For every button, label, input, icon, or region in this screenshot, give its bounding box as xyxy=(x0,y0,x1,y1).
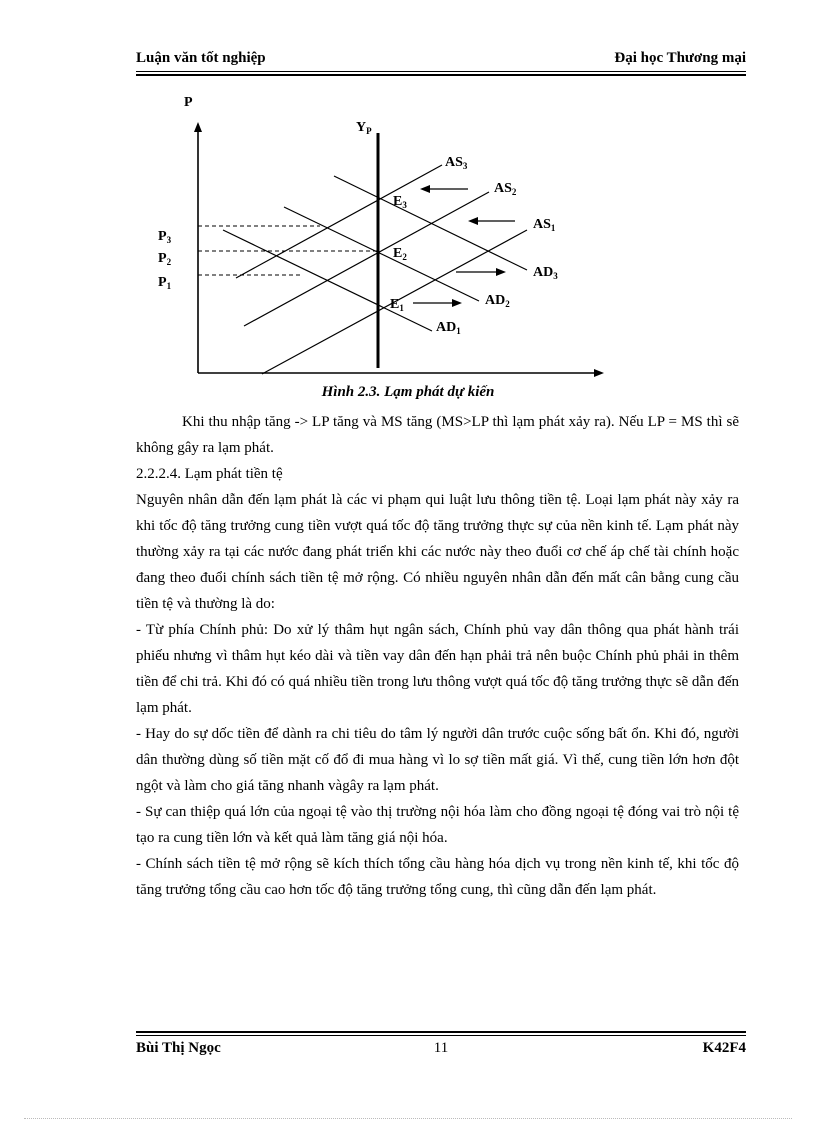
page-edge-dotted xyxy=(24,1118,792,1119)
yp-label: $Y_P$ xyxy=(356,120,372,136)
equilibrium-label-e2: $E_2$ xyxy=(393,246,407,262)
curve-label-ad2: $AD_2$ xyxy=(485,293,510,309)
figure-caption: Hình 2.3. Lạm phát dự kiến xyxy=(321,384,495,400)
curve-label-ad3: $AD_3$ xyxy=(533,265,558,281)
ad2-curve xyxy=(284,207,479,301)
y-axis-arrow xyxy=(194,122,202,132)
equilibrium-label-e1: $E_1$ xyxy=(390,297,404,313)
paragraph-foreign-currency: - Sự can thiệp quá lớn của ngoại tệ vào thị trường nội hóa làm cho đồng ngoại tệ đóng vai trò nội tệ tạo ra cung tiền lớn và kết quả làm tăng giá nội hóa. xyxy=(136,804,739,846)
price-label-p1: $P_1$ xyxy=(158,275,172,291)
footer-rule xyxy=(136,1035,746,1036)
x-axis-arrow xyxy=(594,369,604,377)
footer-rule-thick xyxy=(136,1031,746,1033)
as3-curve xyxy=(236,165,442,278)
curve-label-ad1: $AD_1$ xyxy=(436,320,461,336)
curve-label-as1: $AS_1$ xyxy=(533,217,556,233)
curve-label-as3: $AS_3$ xyxy=(445,155,468,171)
curve-label-as2: $AS_2$ xyxy=(494,181,517,197)
header-thesis-title: Luận văn tốt nghiệp xyxy=(136,50,266,66)
page-number: 11 xyxy=(433,1040,449,1056)
section-heading: 2.2.2.4. Lạm phát tiền tệ xyxy=(136,466,283,482)
price-label-p2: $P_2$ xyxy=(158,251,172,267)
paragraph-hoarding: - Hay do sự dốc tiền để dành ra chi tiêu do tâm lý người dân trước cuộc sống bất ổn. Khi đó, người dân thường dùng số tiền mặt cố đổ đi mua hàng vì lo sợ tiền mất giá. Vì thế, cung tiền lớn hơn đột ngột và làm cho giá tăng nhanh vàgây ra lạm phát. xyxy=(136,726,739,794)
footer-class-code: K42F4 xyxy=(702,1040,746,1056)
header-university: Đại học Thương mại xyxy=(614,50,746,66)
footer-author: Bùi Thị Ngọc xyxy=(136,1040,221,1056)
equilibrium-label-e3: $E_3$ xyxy=(393,194,407,210)
paragraph-intro: Khi thu nhập tăng -> LP tăng và MS tăng (MS>LP thì lạm phát xảy ra). Nếu LP = MS thì sẽ không gây ra lạm phát. xyxy=(136,414,739,456)
price-label-p3: $P_3$ xyxy=(158,229,172,245)
page-footer xyxy=(136,1040,746,1062)
y-axis-label: P xyxy=(184,95,193,110)
inflation-diagram xyxy=(0,0,816,410)
paragraph-government: - Từ phía Chính phủ: Do xử lý thâm hụt ngân sách, Chính phủ vay dân thông qua phát hành trái phiếu nhưng vì thâm hụt kéo dài và tiền vay dân đến hạn phải trả nên buộc Chính phủ phải in thêm tiền để chi trả. Khi đó có quá nhiều tiền trong lưu thông vượt quá tốc độ tăng trưởng thực sẽ dẫn đến lạm phát. xyxy=(136,622,739,716)
paragraph-causes: Nguyên nhân dẫn đến lạm phát là các vi phạm qui luật lưu thông tiền tệ. Loại lạm phát này xảy ra khi tốc độ tăng trưởng cung tiền vượt quá tốc độ tăng trưởng thực sự của nền kinh tế. Lạm phát này thường xảy ra tại các nước đang phát triển khi các nước này theo đuổi cơ chế áp chế tài chính hoặc đang theo đuổi chính sách tiền tệ mở rộng. Có nhiều nguyên nhân dẫn đến mất cân bằng cung cầu tiền tệ và thường là do: xyxy=(136,492,739,612)
paragraph-monetary-policy: - Chính sách tiền tệ mở rộng sẽ kích thích tổng cầu hàng hóa dịch vụ trong nền kinh tế, khi tốc độ tăng trưởng tổng cầu cao hơn tốc độ tăng trưởng tổng cung, thì cũng dẫn đến lạm phát. xyxy=(136,856,739,898)
body-text xyxy=(136,409,739,903)
